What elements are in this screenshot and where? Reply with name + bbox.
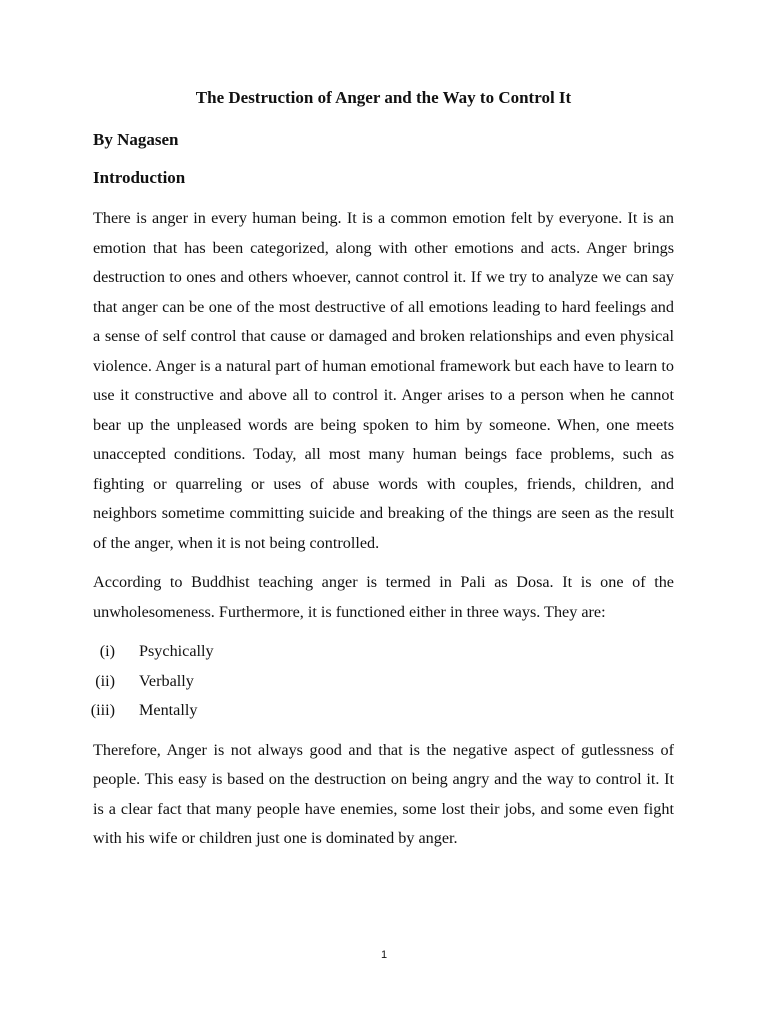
list-item-text: Verbally bbox=[139, 671, 194, 690]
section-heading: Introduction bbox=[93, 168, 186, 187]
ways-list bbox=[90, 637, 674, 726]
list-item bbox=[93, 667, 674, 697]
list-item bbox=[93, 637, 674, 667]
document-page bbox=[90, 86, 674, 854]
list-item-text: Psychically bbox=[139, 642, 214, 660]
list-item-number: (i) bbox=[99, 642, 115, 660]
author-line: By Nagasen bbox=[93, 130, 179, 149]
list-item-number: (iii) bbox=[90, 701, 115, 719]
list-item-text: Mentally bbox=[139, 701, 198, 719]
paragraph-conclusion: Therefore, Anger is not always good and that is the negative aspect of gutlessness of people. This easy is based on the destruction on being angry and the way to control it. It is a clear fact that many people have enemies, some lost their jobs, and some even fight with his wife or children just one is dominated by anger. bbox=[93, 740, 674, 847]
page-number: 1 bbox=[380, 949, 388, 961]
list-item bbox=[90, 696, 674, 726]
paragraph-intro: There is anger in every human being. It is a common emotion felt by everyone. It is an emotion that has been categorized, along with other emotions and acts. Anger brings destruction to ones and others whoever, cannot control it. If we try to analyze we can say that anger can be one of the most destructive of all emotions leading to hard feelings and a sense of self control that cause or damaged and broken relationships and even physical violence. Anger is a natural part of human emotional framework but each have to learn to use it constructive and above all to control it. Anger arises to a person when he cannot bear up the unpleased words are being spoken to him by someone. When, one meets unaccepted conditions. Today, all most many human beings face problems, such as fighting or quarreling or uses of abuse words with couples, friends, children, and neighbors sometime committing suicide and breaking of the things are seen as the result of the anger, when it is not being controlled. bbox=[93, 209, 674, 552]
list-item-number: (ii) bbox=[95, 671, 115, 690]
paragraph-buddhist-teaching: According to Buddhist teaching anger is termed in Pali as Dosa. It is one of the unwholesomeness. Furthermore, it is functioned either in three ways. They are: bbox=[93, 573, 674, 621]
document-title: The Destruction of Anger and the Way to Control It bbox=[195, 88, 572, 107]
